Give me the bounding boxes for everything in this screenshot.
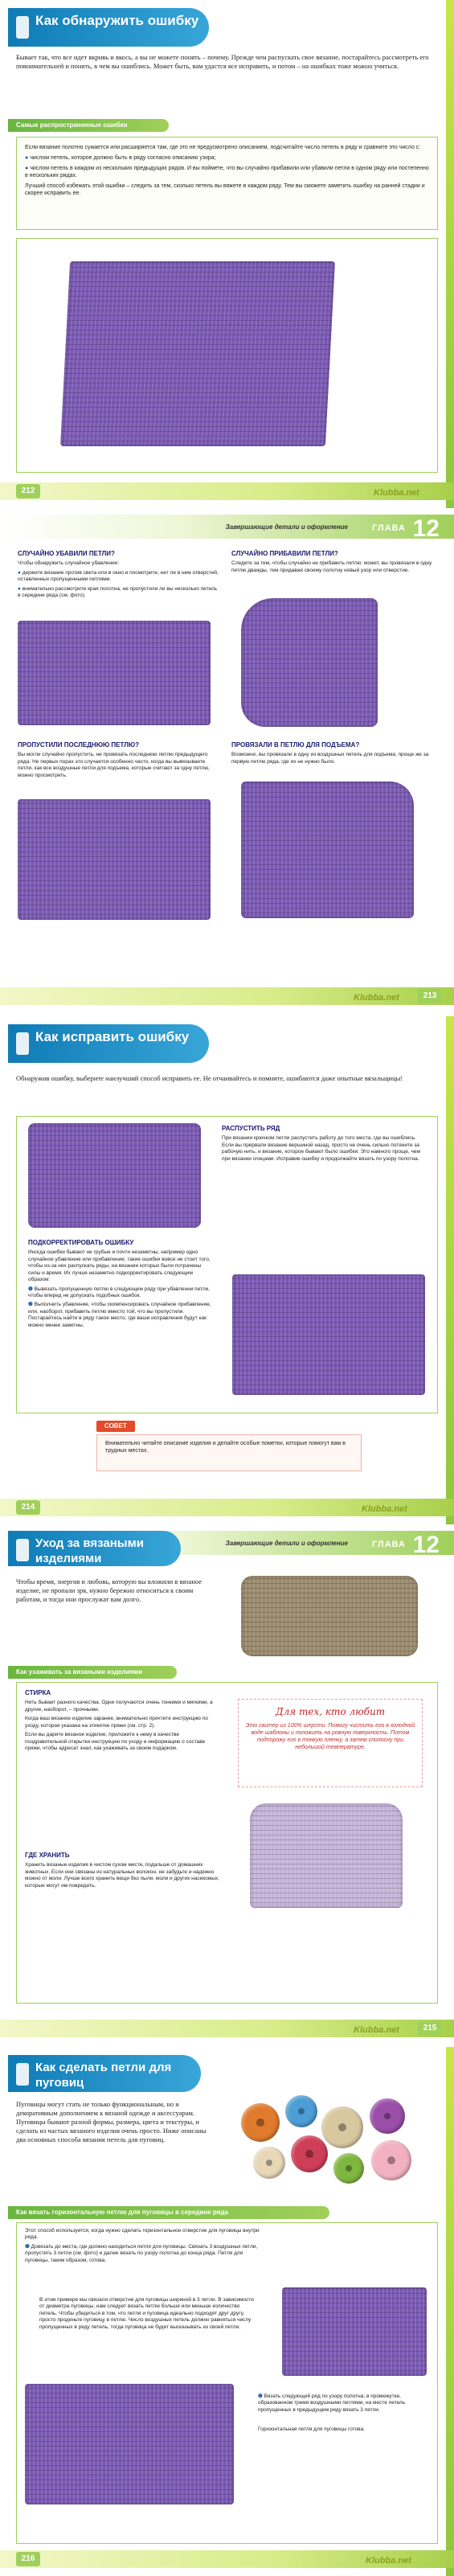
page-215	[0, 1524, 454, 2047]
page-number: 214	[16, 1500, 40, 1515]
page-212	[0, 0, 454, 508]
knit-photo-image	[18, 799, 211, 920]
subheading: СЛУЧАЙНО УБАВИЛИ ПЕТЛИ?	[18, 550, 115, 557]
watermark: Klubba.net	[354, 993, 399, 1003]
column-last-stitch	[18, 741, 219, 781]
buttonhole-box	[16, 2222, 438, 2544]
intro-text: Чтобы время, энергия и любовь, которую вы вложили в вязаное изделие, не пропали зря, нужно бережно относиться к своим работам, и тогда они прослужат вам долго.	[16, 1577, 202, 1604]
page-214	[0, 1016, 454, 1524]
section-header: Как ухаживать за вязаными изделиями	[8, 1666, 177, 1679]
chapter-title: Завершающие детали и оформление	[225, 1540, 348, 1547]
paragraph: Возможно, вы провязали в одну из воздушных петель для подъема; проще же за первую петлю ряда, где их не нужно было.	[231, 752, 429, 765]
subheading: СТИРКА	[25, 1689, 51, 1696]
subheading: ПОДКОРРЕКТИРОВАТЬ ОШИБКУ	[28, 1239, 134, 1246]
paragraph: Если вы дарите вязаное изделие, приложите к нему в качестве поздравительной открытки инструкцию по уходу и информацию о составе пряжи, чтобы адресат знал, как ухаживать за своим подарком.	[25, 1732, 206, 1752]
page-title: Уход за вязаными изделиями	[8, 1531, 181, 1566]
section-header: Самые распространенные ошибки	[8, 119, 169, 132]
care-box	[16, 1682, 438, 2004]
page-216	[0, 2047, 454, 2576]
tips-bullet: ● числом петель в каждом из нескольких предыдущих рядов. И вы поймете, что вы случайно прибавили или убавили петли в одном ряду или постепенно в нескольких рядах.	[25, 166, 429, 179]
intro-text: Обнаружив ошибку, выберите наилучший способ исправить ее. Не отчаивайтесь и помните, ошибаются даже опытные вязальщицы!	[16, 1074, 403, 1082]
tip-tag: СОВЕТ	[96, 1421, 135, 1432]
knit-buttonhole-image	[282, 2287, 427, 2376]
side-stripe	[446, 1016, 454, 1524]
watermark: Klubba.net	[362, 1504, 407, 1514]
button-image	[253, 2147, 285, 2179]
bullet: ❶ Вывязать пропущенную петлю в следующем ряду при убавлении петли, чтобы вперед не допускать подобных ошибок.	[28, 1286, 211, 1299]
tips-paragraph: Если вязание полотно сужается или расширяется там, где это не предусмотрено описанием, подсчитайте число петель в ряду и сравните это число с:	[25, 145, 421, 150]
step-2: ❷ Вязать следующий ряд по узору полотна; в промежутке, образованном тремя воздушными петлями, на месте петель пропущенных в предыдущем ряду вязать 3 петли.	[258, 2393, 406, 2413]
tip-box: Внимательно читайте описание изделия и делайте особые пометки, которые помогут вам в трудных местах.	[96, 1434, 362, 1471]
intro-text: Бывает так, что все идет вкривь и вкось, а вы не можете понять – почему. Прежде чем распускать свое вязание, постарайтесь рассмотреть его повнимательней и понять, в чем вы ошиблись. Может быть, вам удастся все исправить, и потом – на ошибках тоже можно учиться.	[16, 53, 429, 71]
intro-text: Пуговицы могут стать не только функциональным, но и декоративным дополнением к вязаной одежде и аксессуарам. Пуговицы бывают разной формы, размера, цвета и текстуры, и сделать из частых вязаного изделия очень просто. Ниже описаны два основных способа вязания петель для пуговиц.	[16, 2100, 207, 2144]
highlight-note-text: Это свитер из 100% шерсти. Помогу чистить его в холодной воде шаблоны и положить на ровную поверхность. Потом подпорожу его в тонкую пленку, а затем сполосну при небольшой температуре.	[245, 1722, 415, 1750]
highlight-note	[238, 1699, 423, 1787]
bullet: ❷ Выполнить убавление, чтобы скомпенсировать случайное прибавление, или, наоборот, прибавить петлю вместо той, что вы пропустили. Постарайтесь найти в ряду такое место, где ваши исправления будут как можно менее заметны.	[28, 1302, 211, 1328]
paragraph: Иногда ошибки бывают не грубые и почти незаметны, например одно случайное убавление или прибавление; такие ошибки вовсе не стоит того, чтобы из-за них распускать ряды, на вязании которых были потрачены силы и время. Их лучше незаметно подкорректировать следующим образом:	[28, 1249, 211, 1283]
subheading: ГДЕ ХРАНИТЬ	[25, 1852, 70, 1859]
tips-paragraph: Лучший способ избежать этой ошибки – следить за тем, сколько петель вы вяжете в каждом ряду. Тем вы сможете заметить ошибку на ранней стадии и скорее исправить ее.	[25, 183, 425, 197]
subheading: РАСПУСТИТЬ РЯД	[222, 1125, 280, 1132]
button-image	[241, 2103, 280, 2142]
button-image	[333, 2153, 364, 2184]
knit-photo-image	[241, 781, 414, 918]
column-washing	[25, 1689, 222, 1754]
paragraph: Вы могли случайно пропустить, не провязать последнюю петлю предыдущего ряда. Не первых порах это случается особенно часто, когда вы вывязываете петли, как все воздушные петли для подъема, которые считают за одну петлю, можно просмотреть.	[18, 752, 211, 778]
tips-bullet: ● числом петель, которое должно быть в ряду согласно описанию узора;	[25, 155, 216, 162]
paragraph: Хранить вязаные изделия в чистом сухом месте, подальше от домашних животных. Если они связаны из натуральных волокон, не забудьте и надежно можно от моли. Лучше всего хранить вещи без пыли, моли и других насекомых, которые могут им повредить.	[25, 1862, 219, 1889]
watermark: Klubba.net	[366, 2556, 411, 2566]
page-number: 213	[418, 989, 442, 1003]
subheading: СЛУЧАЙНО ПРИБАВИЛИ ПЕТЛИ?	[231, 550, 338, 557]
bullet: ● держите вязание против света или в окно и посмотрите, нет ли в нем отверстий, оставленных пропущенными петлями.	[18, 569, 219, 583]
column-intro	[25, 2228, 266, 2266]
watermark: Klubba.net	[374, 488, 419, 498]
page-title: Как обнаружить ошибку	[8, 8, 209, 47]
section-header: Как вязать горизонтальную петлю для пуговицы в середине ряда	[8, 2206, 329, 2219]
knit-photo-image	[18, 621, 211, 725]
chapter-label: ГЛАВА	[372, 1540, 406, 1549]
knit-swatch-image	[60, 261, 335, 446]
tips-box	[16, 137, 438, 230]
knit-cardigan-image	[250, 1803, 403, 1908]
page-213	[0, 508, 454, 1016]
knit-photo-image	[241, 598, 378, 727]
column-unravel	[222, 1125, 427, 1165]
chapter-number: 12	[412, 1532, 440, 1558]
column-correct	[28, 1239, 213, 1331]
paragraph: Нить бывает разного качества. Одни получаются очень тонкими и мягкими, а другие, наоборот, – прочными.	[25, 1700, 213, 1713]
column-added	[231, 550, 432, 576]
subheading: ПРОПУСТИЛИ ПОСЛЕДНЮЮ ПЕТЛЮ?	[18, 741, 139, 749]
subheading: ПРОВЯЗАЛИ В ПЕТЛЮ ДЛЯ ПОДЪЕМА?	[231, 741, 360, 749]
paragraph: Следите за тем, чтобы случайно не прибавить петлю: может, вы провязали в одну петлю дважды, тем придавая своему полотну новый узор или отверстие.	[231, 560, 432, 573]
paragraph: Чтобы обнаружить случайное убавление:	[18, 560, 120, 567]
button-image	[285, 2095, 317, 2127]
side-stripe	[446, 0, 454, 508]
column-steps	[258, 2393, 427, 2436]
paragraph: В этом примере мы связали отверстие для пуговицы шириной в 3 петли. В зависимости от диаметра пуговицы, нам следует вязать петлю больше или меньше количество петель. Чтобы убедиться в том, что петля и пуговица идеально подходят друг другу, просто проденьте пуговицу в петлю. Число воздушных петель должно равняться числу пропущенных в ряду петель, тогда пуговица не будет высказывать из своей петли.	[39, 2297, 254, 2330]
chapter-title: Завершающие детали и оформление	[225, 523, 348, 531]
paragraph: Когда ваш вязаное изделие заранее, внимательно прочтите инструкцию по уходу, которая указана на этикетке пряжи (см. стр. 2).	[25, 1716, 208, 1729]
button-image	[321, 2106, 363, 2148]
knit-cosmetic-bag-image	[241, 1576, 418, 1656]
page-title: Как исправить ошибку	[8, 1024, 209, 1063]
page-number: 215	[418, 2021, 442, 2036]
bullet: ● внимательно рассмотрите края полотна, не пропустили ли вы несколько петель в середине ряда (см. фото).	[18, 585, 218, 599]
paragraph: При вязании крючком петли распустить работу до того места, где вы ошиблись. Если вы прервали вязание вершиной назад, просто не очень сильно потяните за рабочую нить, и вязание, которое бывают было ошибки. Это намного проще, чем при вязании спицами. Исправив ошибку и продолжайте вязать по узору полотна.	[222, 1135, 420, 1162]
side-stripe	[446, 2047, 454, 2576]
watermark: Klubba.net	[354, 2025, 399, 2035]
column-explain	[39, 2297, 256, 2333]
chapter-number: 12	[412, 515, 440, 542]
column-storage	[25, 1852, 222, 1892]
paragraph: Этот способ используется, когда нужно сделать горизонтальное отверстие для пуговицы внутри ряда.	[25, 2228, 260, 2241]
page-title: Как сделать петли для пуговиц	[8, 2055, 201, 2092]
button-image	[291, 2135, 328, 2172]
chapter-label: ГЛАВА	[372, 523, 406, 533]
knit-photo-image	[232, 1274, 425, 1395]
knit-buttonhole-image	[25, 2384, 234, 2504]
column-turning-chain	[231, 741, 432, 768]
knit-photo-image	[28, 1123, 201, 1228]
button-image	[370, 2098, 405, 2134]
fix-box	[16, 1116, 438, 1413]
highlight-note-title: Для тех, кто любит	[275, 1706, 386, 1717]
step-3: Горизонтальная петля для пуговицы готова.	[258, 2426, 365, 2433]
button-image	[371, 2140, 411, 2180]
column-removed	[18, 550, 219, 602]
page-number: 212	[16, 484, 40, 498]
step-1: ❶ Довязать до места, где должно находиться петля для пуговицы. Связать 3 воздушных петли, пропустить 3 петли (см. фото) и далее вязать по узору полотна до конца ряда. Петля для пуговицы, таким образом, готова.	[25, 2243, 258, 2263]
photo-frame	[16, 238, 438, 473]
page-number: 216	[16, 2552, 40, 2566]
